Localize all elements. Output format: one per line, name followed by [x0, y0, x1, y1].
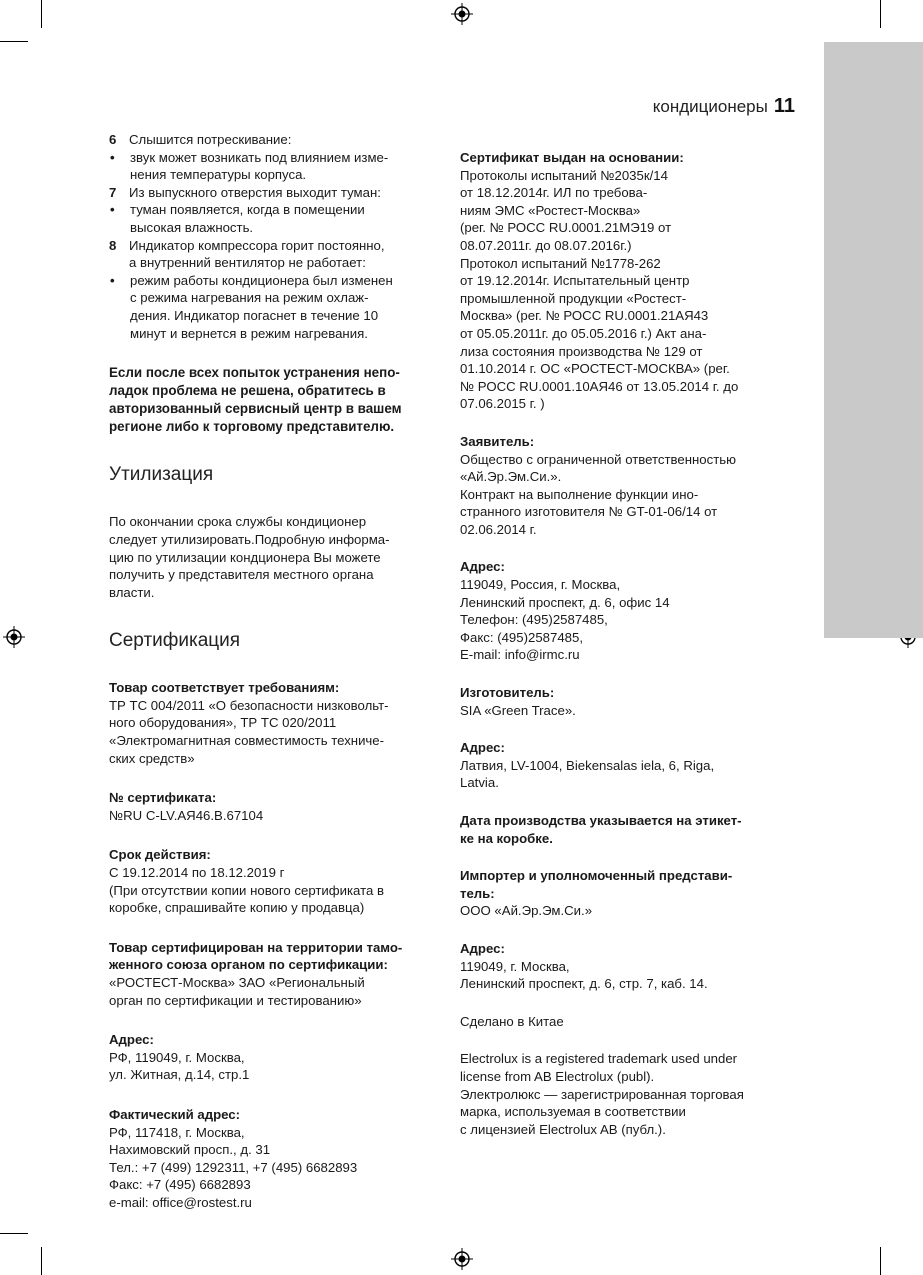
info-block	[460, 149, 800, 413]
text-line: (рег. № РОСС RU.0001.21МЭ19 от	[460, 220, 672, 236]
info-block	[460, 867, 800, 920]
info-block	[460, 940, 800, 993]
text-line: Электролюкс — зарегистрированная торговая	[460, 1086, 744, 1102]
block-label: Адрес:	[109, 1032, 154, 1048]
crop-mark	[0, 1233, 28, 1234]
text-line: «Ай.Эр.Эм.Си.».	[460, 469, 562, 485]
text-line: Electrolux is a registered trademark used under	[460, 1051, 738, 1067]
block-label: Фактический адрес:	[109, 1106, 241, 1122]
text-line: туман появляется, когда в помещении	[130, 202, 365, 218]
text-line: Латвия, LV-1004, Biekensalas iela, 6, Riga,	[460, 757, 715, 773]
text-line: получить у представителя местного органа	[109, 567, 374, 583]
registration-mark-icon	[3, 626, 25, 648]
registration-mark-icon	[451, 1248, 473, 1270]
text-line: орган по сертификации и тестированию»	[109, 992, 362, 1008]
list-item	[109, 237, 439, 272]
list-item	[109, 131, 439, 149]
text-line: дения. Индикатор погаснет в течение 10	[130, 307, 379, 323]
text-line: Ленинский проспект, д. 6, офис 14	[460, 594, 670, 610]
text-line: «Электромагнитная совместимость техниче-	[109, 733, 385, 749]
text-line: РФ, 117418, г. Москва,	[109, 1124, 245, 1140]
text-line: Нахимовский просп., д. 31	[109, 1142, 271, 1158]
text-line: 119049, Россия, г. Москва,	[460, 577, 621, 593]
disposal-heading: Утилизация	[109, 464, 214, 486]
registration-mark-icon	[451, 3, 473, 25]
text-line: марка, используемая в соответствии	[460, 1104, 686, 1120]
item-number: 8	[109, 237, 117, 253]
block-label: Товар сертифицирован на территории тамо-	[109, 939, 403, 955]
left-column	[109, 131, 439, 1234]
text-line: Москва» (рег. № РОСС RU.0001.21АЯ43	[460, 308, 709, 324]
side-tab	[824, 42, 923, 638]
text-line: 07.06.2015 г. )	[460, 396, 545, 412]
list-item-text	[130, 149, 439, 184]
text-line: 08.07.2011г. до 08.07.2016г.)	[460, 237, 632, 253]
text-line: лиза состояния производства № 129 от	[460, 343, 703, 359]
text-line: цию по утилизации кондционера Вы можете	[109, 549, 381, 565]
text-line: license from AB Electrolux (publ).	[460, 1068, 655, 1084]
crop-mark	[880, 0, 881, 28]
info-block	[109, 1031, 439, 1084]
block-label: Изготовитель:	[460, 685, 555, 701]
text-line: нения температуры корпуса.	[130, 167, 307, 183]
text-line: РФ, 119049, г. Москва,	[109, 1049, 245, 1065]
info-block	[460, 1050, 800, 1138]
info-block	[460, 684, 800, 719]
certificate-details	[460, 149, 800, 1138]
text-line: Из выпускного отверстия выходит туман:	[129, 184, 381, 200]
list-item-text	[129, 131, 439, 149]
list-item	[109, 184, 439, 202]
text-line: Телефон: (495)2587485,	[460, 612, 608, 628]
crop-mark	[41, 0, 42, 28]
text-line: Контракт на выполнение функции ино-	[460, 486, 699, 502]
info-block	[109, 679, 439, 767]
crop-mark	[41, 1247, 42, 1275]
text-line: Ленинский проспект, д. 6, стр. 7, каб. 14.	[460, 976, 708, 992]
certification-blocks	[109, 679, 439, 1211]
text-line: коробке, спрашивайте копию у продавца)	[109, 900, 365, 916]
text-line: 01.10.2014 г. ОС «РОСТЕСТ-МОСКВА» (рег.	[460, 361, 730, 377]
block-label: № сертификата:	[109, 790, 217, 806]
section-title: кондиционеры	[652, 97, 768, 116]
list-item	[109, 201, 439, 236]
bullet: •	[110, 149, 115, 165]
text-line: высокая влажность.	[130, 219, 254, 235]
text-line: от 05.05.2011г. до 05.05.2016 г.) Акт ана-	[460, 325, 707, 341]
block-label: Сертификат выдан на основании:	[460, 150, 684, 165]
list-item	[109, 149, 439, 184]
text-line: Сделано в Китае	[460, 1013, 564, 1029]
text-line: E-mail: info@irmc.ru	[460, 647, 580, 663]
text-line: странного изготовителя № GT-01-06/14 от	[460, 504, 718, 520]
text-line: 02.06.2014 г.	[460, 521, 537, 537]
bullet: •	[110, 202, 115, 218]
text-line: Общество с ограниченной ответственностью	[460, 451, 737, 467]
text-line: власти.	[109, 584, 155, 600]
text-line: 119049, г. Москва,	[460, 958, 570, 974]
info-block	[460, 558, 800, 664]
text-line: с режима нагревания на режим охлаж-	[130, 290, 369, 306]
info-block	[109, 1106, 439, 1212]
page-header	[600, 95, 795, 118]
block-label: тель:	[460, 885, 495, 901]
block-label: Заявитель:	[460, 433, 535, 449]
text-line: регионе либо к торговому представителю.	[109, 418, 395, 434]
list-item-text	[130, 201, 439, 236]
page-number: 11	[773, 95, 795, 117]
text-line: ного оборудования», ТР ТС 020/2011	[109, 715, 337, 731]
text-line: с лицензией Electrolux AB (публ.).	[460, 1121, 666, 1137]
troubleshooting-list	[109, 131, 439, 342]
text-line: Протокол испытаний №1778-262	[460, 255, 661, 271]
block-label: Товар соответствует требованиям:	[109, 680, 340, 696]
text-line: минут и вернется в режим нагревания.	[130, 325, 368, 341]
info-block	[460, 1013, 800, 1031]
text-line: «РОСТЕСТ-Москва» ЗАО «Региональный	[109, 975, 365, 990]
list-item-text	[130, 272, 439, 342]
text-line: ул. Житная, д.14, стр.1	[109, 1067, 250, 1083]
block-label: ке на коробке.	[460, 830, 553, 846]
text-line: № РОСС RU.0001.10АЯ46 от 13.05.2014 г. до	[460, 378, 739, 394]
info-block	[460, 739, 800, 792]
text-line: Индикатор компрессора горит постоянно,	[129, 237, 385, 253]
certification-heading: Сертификация	[109, 630, 241, 652]
info-block	[460, 433, 800, 539]
info-block	[109, 789, 439, 824]
text-line: ООО «Ай.Эр.Эм.Си.»	[460, 903, 593, 919]
text-line: С 19.12.2014 по 18.12.2019 г	[109, 865, 285, 881]
text-line: от 18.12.2014г. ИЛ по требова-	[460, 185, 648, 201]
block-label: Срок действия:	[109, 847, 211, 863]
block-label: Адрес:	[460, 740, 505, 756]
text-line: ниям ЭМС «Ростест-Москва»	[460, 202, 641, 218]
text-line: авторизованный сервисный центр в вашем	[109, 400, 402, 416]
text-line: ских средств»	[109, 750, 195, 766]
text-line: звук может возникать под влиянием изме-	[130, 149, 389, 165]
list-item-text	[129, 184, 439, 202]
block-label: Адрес:	[460, 940, 505, 956]
block-label: Адрес:	[460, 559, 505, 575]
text-line: Протоколы испытаний №2035к/14	[460, 167, 668, 183]
text-line: следует утилизировать.Подробную информа-	[109, 531, 390, 547]
disposal-text	[109, 513, 439, 601]
crop-mark	[880, 1247, 881, 1275]
list-item-text	[129, 237, 439, 272]
text-line: По окончании срока службы кондиционер	[109, 514, 367, 530]
crop-mark	[0, 41, 28, 42]
text-line: промышленной продукции «Ростест-	[460, 290, 687, 306]
text-line: от 19.12.2014г. Испытательный центр	[460, 273, 690, 289]
info-block	[460, 812, 800, 847]
block-label: Дата производства указывается на этикет-	[460, 813, 742, 828]
block-label: Импортер и уполномоченный представи-	[460, 868, 733, 884]
info-block	[109, 939, 439, 1009]
bullet: •	[110, 272, 115, 288]
text-line: а внутренний вентилятор не работает:	[129, 255, 366, 271]
item-number: 7	[109, 184, 117, 200]
text-line: Если после всех попыток устранения непо-	[109, 365, 400, 381]
text-line: режим работы кондиционера был изменен	[130, 272, 393, 288]
text-line: Latvia.	[460, 775, 499, 791]
text-line: ТР ТС 004/2011 «О безопасности низковольт-	[109, 697, 389, 713]
block-label: женного союза органом по сертификации:	[109, 957, 388, 973]
text-line: Слышится потрескивание:	[129, 132, 292, 147]
warning-note	[109, 364, 439, 435]
text-line: (При отсутствии копии нового сертификата в	[109, 882, 384, 898]
text-line: Тел.: +7 (499) 1292311, +7 (495) 6682893	[109, 1159, 358, 1175]
right-column	[460, 131, 800, 1158]
info-block	[109, 846, 439, 916]
list-item	[109, 272, 439, 342]
text-line: e-mail: office@rostest.ru	[109, 1194, 252, 1210]
text-line: Факс: (495)2587485,	[460, 629, 583, 645]
text-line: SIA «Green Trace».	[460, 702, 576, 718]
text-line: №RU C-LV.АЯ46.В.67104	[109, 807, 264, 823]
item-number: 6	[109, 132, 117, 147]
text-line: Факс: +7 (495) 6682893	[109, 1177, 251, 1193]
text-line: ладок проблема не решена, обратитесь в	[109, 382, 386, 398]
